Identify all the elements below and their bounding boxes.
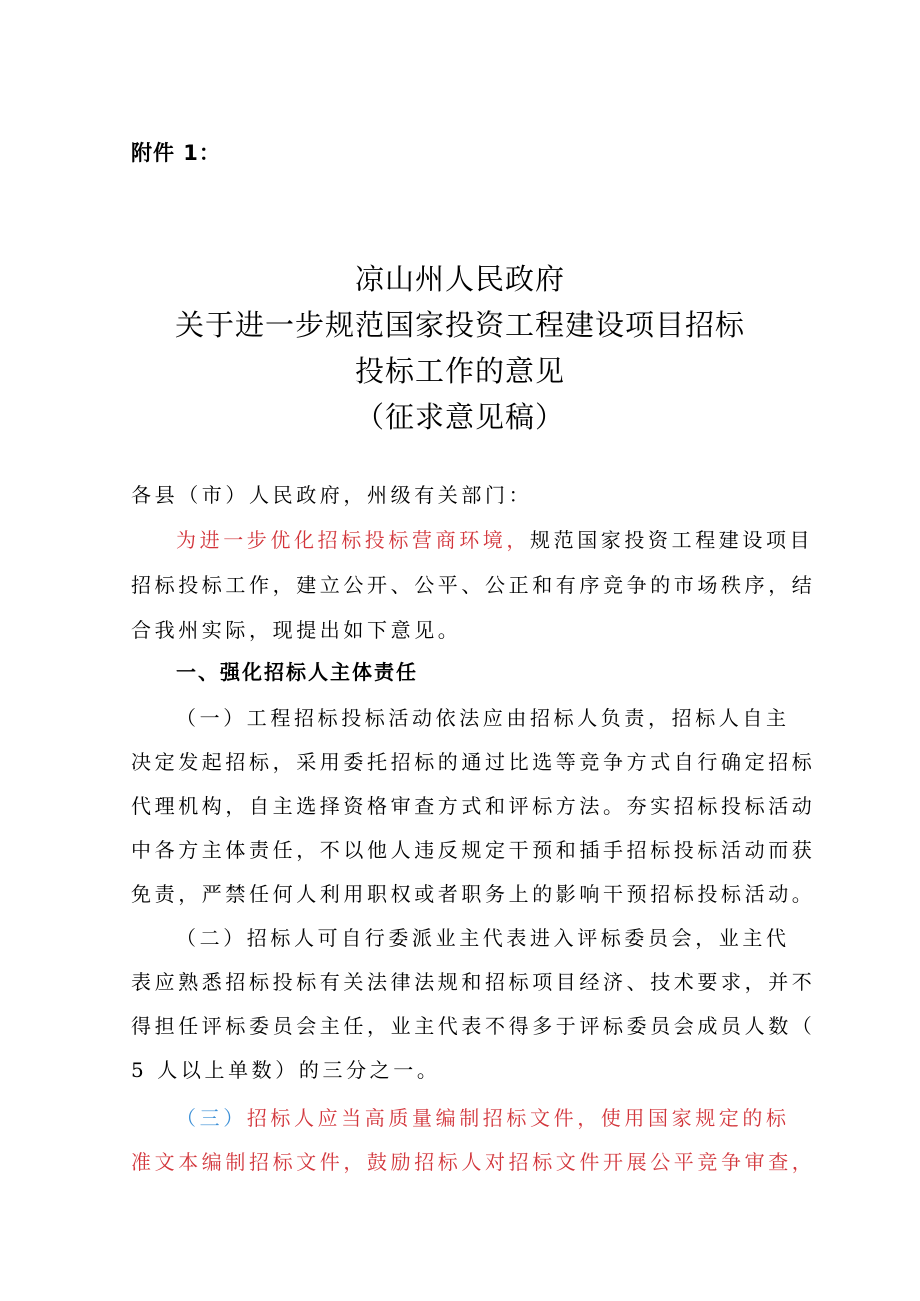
item-2-line-3: 得担任评标委员会主任，业主代表不得多于评标委员会成员人数（: [131, 1014, 816, 1038]
attachment-label: 附件 1：: [131, 141, 221, 165]
title-line-2: 关于进一步规范国家投资工程建设项目招标: [174, 308, 745, 342]
title-line-1: 凉山州人民政府: [354, 262, 565, 296]
intro-line-3: 合我州实际，现提出如下意见。: [131, 618, 462, 642]
intro-line-1: [176, 525, 813, 555]
item-1-line-4: 中各方主体责任，不以他人违反规定干预和插手招标投标活动而获: [131, 838, 816, 862]
salutation: 各县（市）人民政府，州级有关部门：: [131, 483, 533, 507]
title-line-4: （征求意见稿）: [354, 400, 565, 434]
item-1-line-5: 免责，严禁任何人利用职权或者职务上的影响干预招标投标活动。: [131, 882, 816, 906]
item-2-line-1: （二）招标人可自行委派业主代表进入评标委员会，业主代: [176, 926, 790, 950]
item-3-line-2: 准文本编制招标文件，鼓励招标人对招标文件开展公平竞争审查，: [131, 1150, 816, 1174]
title-line-3: 投标工作的意见: [354, 354, 565, 388]
item-3-line-1: [176, 1103, 790, 1133]
item-2-line-4: 5 人以上单数）的三分之一。: [131, 1058, 441, 1082]
item-3-number: （三）: [176, 1106, 247, 1130]
document-title: [0, 256, 920, 440]
item-3-line-1-rest: 招标人应当高质量编制招标文件，使用国家规定的标: [246, 1106, 790, 1130]
intro-line-1-rest: 规范国家投资工程建设项目: [530, 528, 814, 552]
item-1-line-1: （一）工程招标投标活动依法应由招标人负责，招标人自主: [176, 706, 790, 730]
item-2-line-2: 表应熟悉招标投标有关法律法规和招标项目经济、技术要求，并不: [131, 970, 816, 994]
intro-line-2: 招标投标工作，建立公开、公平、公正和有序竞争的市场秩序，结: [131, 573, 816, 597]
item-1-line-3: 代理机构，自主选择资格审查方式和评标方法。夯实招标投标活动: [131, 794, 816, 818]
intro-highlight: 为进一步优化招标投标营商环境，: [176, 528, 530, 552]
section-1-heading: 一、强化招标人主体责任: [176, 660, 418, 684]
item-1-line-2: 决定发起招标，采用委托招标的通过比选等竞争方式自行确定招标: [131, 750, 816, 774]
